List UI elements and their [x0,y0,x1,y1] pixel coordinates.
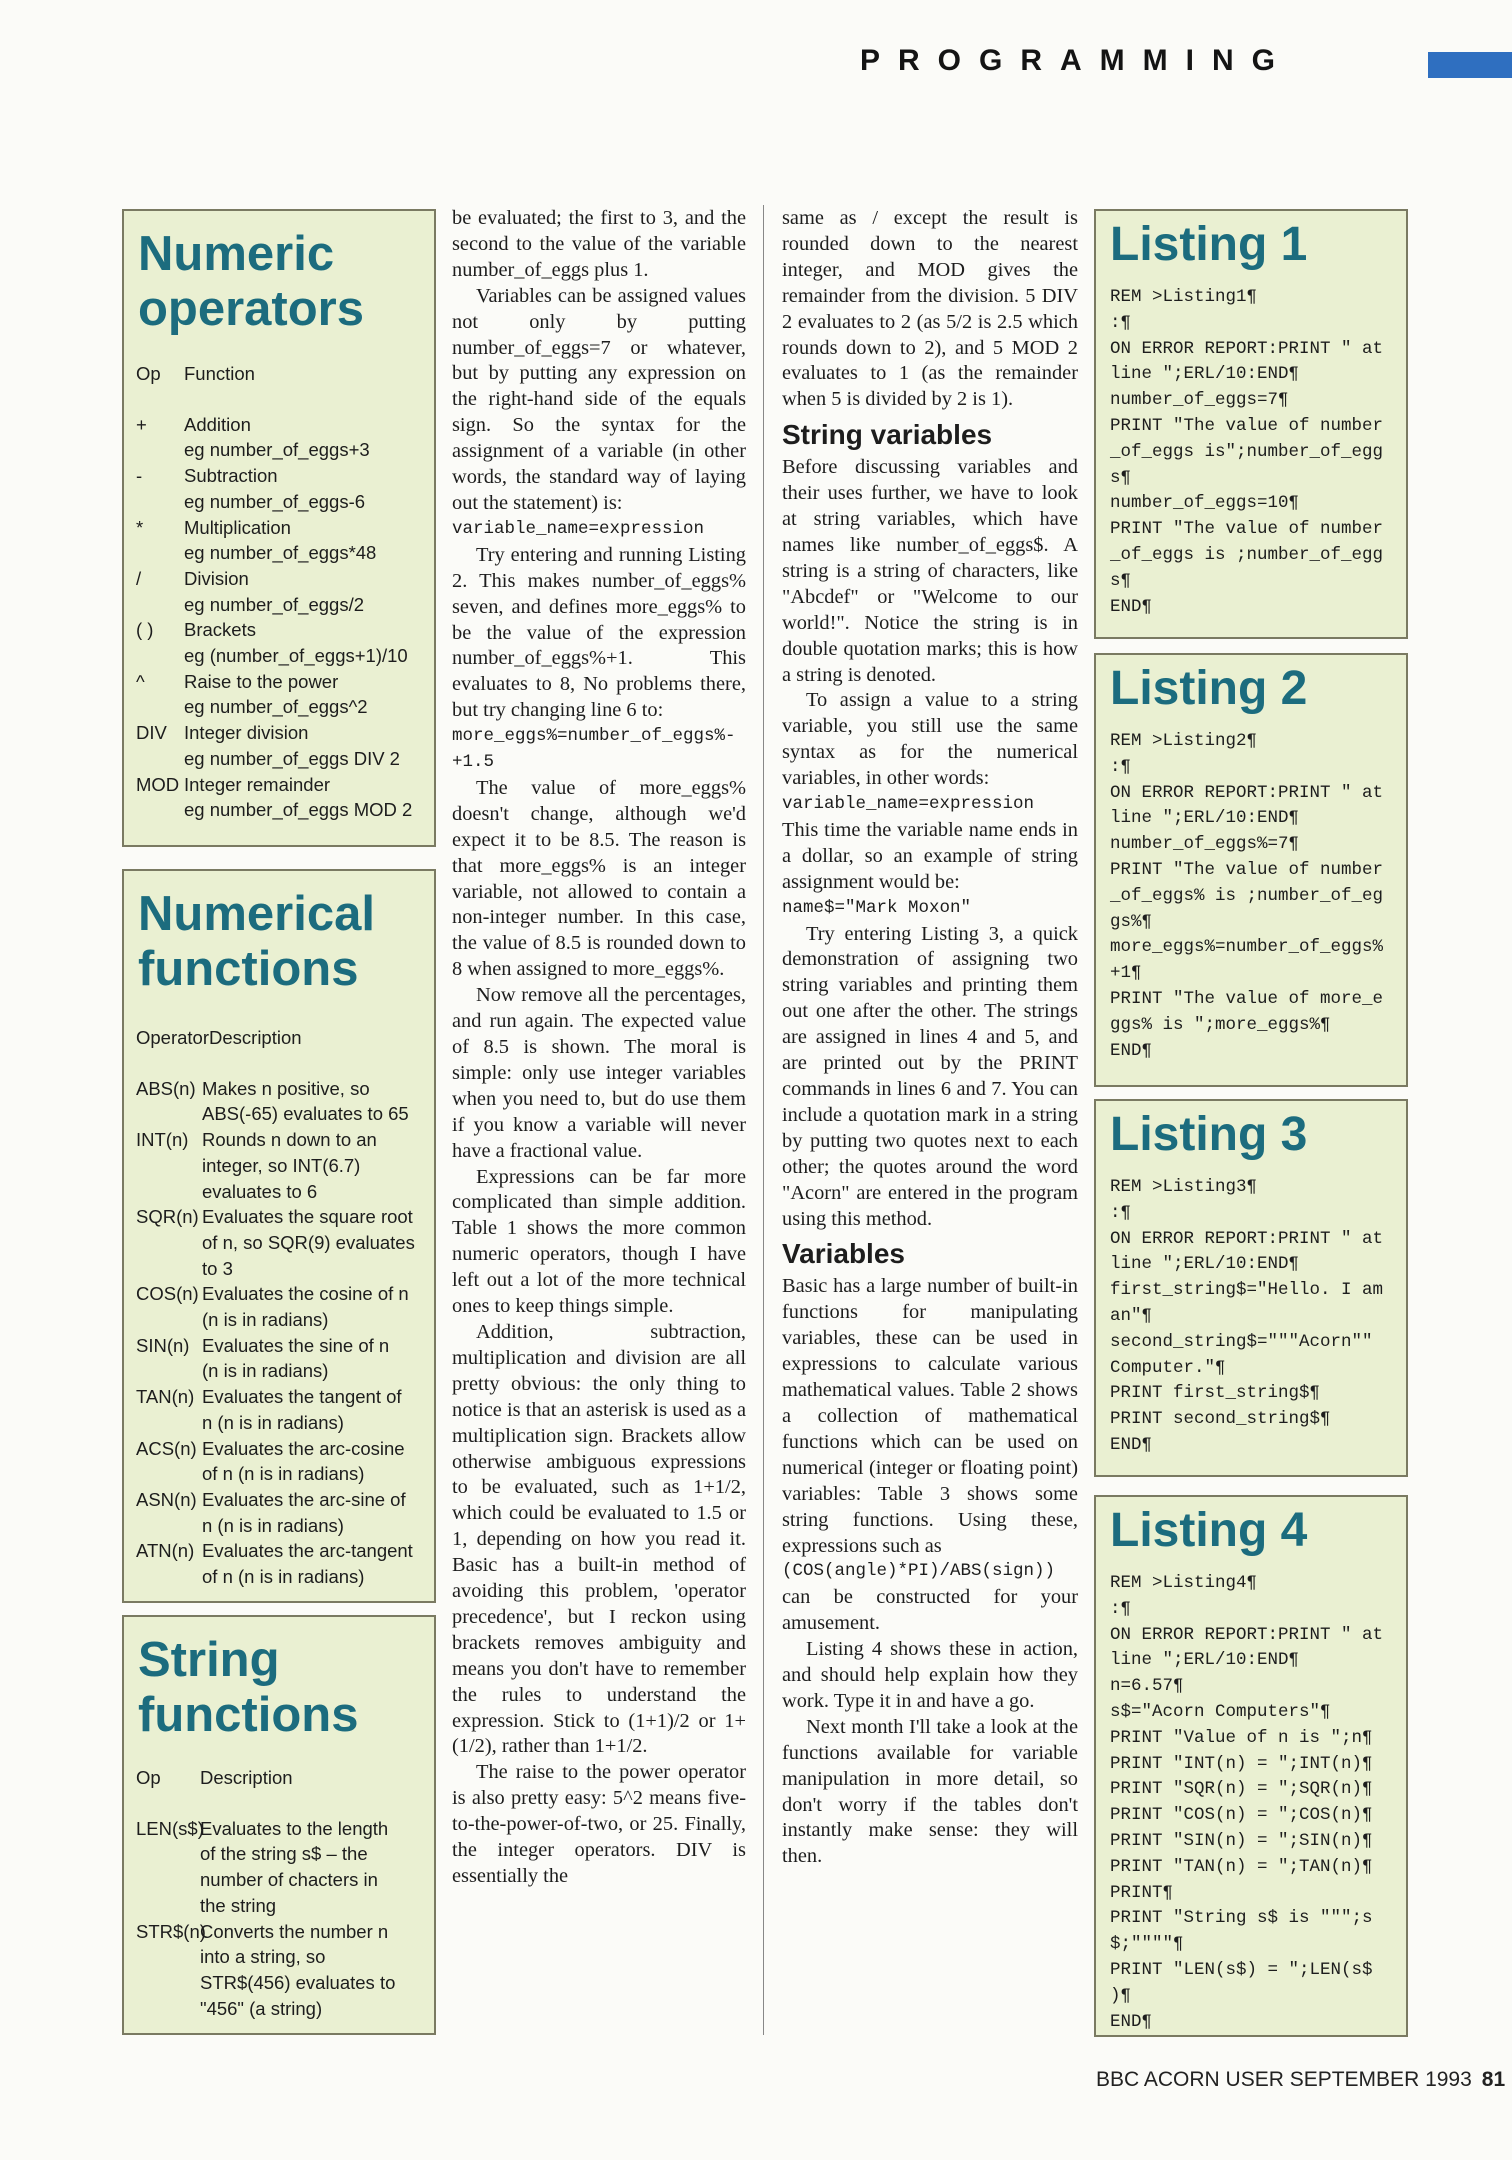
description-cell [202,1127,424,1204]
operator-cell [136,694,184,720]
code-line: name$="Mark Moxon" [782,897,972,918]
section-header: PROGRAMMING [860,44,1293,77]
operator-cell: MOD [136,773,180,795]
description-line: of n (n is in radians) [202,1463,365,1485]
listing-title: Listing 3 [1110,1108,1308,1161]
operator-cell: / [136,567,142,589]
subheading: Variables [782,1238,905,1270]
description-line: Converts the number n [200,1920,389,1942]
table-title: String functions [138,1633,359,1742]
listing-code: REM >Listing1¶ :¶ ON ERROR REPORT:PRINT " at line ";ERL/10:END¶ number_of_eggs=7¶ PRINT "The value of number _of_eggs is";number_of_egg s¶ number_of_eggs=10¶ PRINT "The value of number _of_eggs is ;number_of_egg s¶ END¶ [1110,287,1384,617]
table-row [136,1281,424,1332]
table-header: Op Function [136,363,255,384]
function-cell: Addition [184,413,251,435]
table-row [136,463,424,489]
header-accent-bar [1428,52,1512,78]
operator-cell [136,797,184,823]
operator-cell: * [136,516,144,538]
operator-cell: INT(n) [136,1129,189,1151]
function-cell: Integer remainder [184,773,331,795]
description-cell [200,1919,424,2022]
description-cell [202,1076,424,1127]
description-line: of n (n is in radians) [202,1566,365,1588]
operator-cell: ACS(n) [136,1437,197,1459]
operator-cell: - [136,465,143,487]
operator-cell: ABS(n) [136,1077,196,1099]
numerical-functions-table [122,869,436,1603]
listing-title: Listing 1 [1110,218,1308,271]
operator-cell: SQR(n) [136,1206,199,1228]
paragraph: be evaluated; the first to 3, and the second to the value of the variable number_of_eggs plus 1. [452,207,746,281]
listing-title: Listing 2 [1110,662,1308,715]
description-line: n (n is in radians) [202,1411,344,1433]
paragraph: can be constructed for your amusement. [782,1586,1078,1635]
function-cell: Integer division [184,722,309,744]
paragraph: Try entering and running Listing 2. This makes number_of_eggs% seven, and defines more_eggs% to be the value of the expression number_of_eggs%+1. This evaluates to 8, No problems there, but try changing line 6 to: [452,543,746,722]
table-row [136,566,424,592]
operator-cell: + [136,413,147,435]
table-row [136,1384,424,1435]
description-line: number of chacters in [200,1869,378,1891]
page-number: 81 [1481,2068,1506,2091]
paragraph: Expressions can be far more complicated than simple addition. Table 1 shows the more common numeric operators, though I have left out a lot of the more technical ones to keep things simple. [452,1165,746,1318]
description-line: Makes n positive, so [202,1077,370,1099]
operator-cell: ( ) [136,619,154,641]
operator-cell: ^ [136,670,145,692]
listing-4 [1094,1495,1408,2037]
description-line: Evaluates the arc-sine of [202,1488,406,1510]
paragraph: Addition, subtraction, multiplication and division are all pretty obvious: the only thing to notice is that an asterisk is used as a multiplication sign. Brackets allow otherwise ambiguous expressions to be evaluated, such as 1+1/2, which could be evaluated to 1.5 or 1, depending on how you read it. Basic has a built-in method of avoiding this problem, 'operator precedence', but I reckon using brackets removes ambiguity and means you don't have to remember the rules to understand the expression. Stick to (1+1)/2 or 1+(1/2), rather than 1+1/2. [452,1320,746,1758]
operator-cell: ATN(n) [136,1540,195,1562]
paragraph: The raise to the power operator is also pretty easy: 5^2 means five-to-the-power-of-two, or 25. Finally, the integer operators. DIV is essentially the [452,1761,746,1887]
table-row [136,1127,424,1204]
operator-cell [136,592,184,618]
paragraph: Listing 4 shows these in action, and should help explain how they work. Type it in and have a go. [782,1638,1078,1712]
paragraph: Before discussing variables and their uses further, we have to look at string variables, which have names like number_of_eggs$. A string is a string of characters, like "Abcdef" or "Welcome to our world!". Notice the string is in double quotation marks; this is how a string is denoted. [782,456,1078,686]
paragraph: Basic has a large number of built-in functions for manipulating variables, these can be used in expressions to calculate various mathematical values. Table 2 shows a collection of mathematical functions which can be used on numerical (integer or floating point) variables: Table 3 shows some string functions. Using these, expressions such as [782,1275,1078,1557]
table-row [136,797,424,823]
paragraph: Next month I'll take a look at the functions available for variable manipulation in more detail, so don't worry if the tables don't instantly make sense: they will then. [782,1715,1078,1868]
description-line: "456" (a string) [200,1997,323,2019]
description-line: ABS(-65) evaluates to 65 [202,1103,409,1125]
listing-2 [1094,653,1408,1087]
table-row [136,1919,424,2022]
description-line: n (n is in radians) [202,1514,344,1536]
table-row [136,746,424,772]
article-column-2 [782,206,1078,1870]
operator-cell: SIN(n) [136,1334,190,1356]
listing-title: Listing 4 [1110,1504,1308,1557]
paragraph: same as / except the result is rounded down to the nearest integer, and MOD gives the remainder from the division. 5 DIV 2 evaluates to 2 (as 5/2 is 2.5 which rounds down to 2), and 5 MOD 2 evaluates to 1 (as the remainder when 5 is divided by 2 is 1). [782,207,1078,411]
table-row [136,412,424,438]
description-cell [202,1538,424,1589]
description-line: Evaluates to the length [200,1817,389,1839]
magazine-issue: BBC ACORN USER SEPTEMBER 1993 [1096,2068,1472,2091]
listing-code: REM >Listing4¶ :¶ ON ERROR REPORT:PRINT " at line ";ERL/10:END¶ n=6.57¶ s$="Acorn Computers"¶ PRINT "Value of n is ";n¶ PRINT "INT(n) = ";INT(n)¶ PRINT "SQR(n) = ";SQR(n)¶ PRINT "COS(n) = ";COS(n)¶ PRINT "SIN(n) = ";SIN(n)¶ PRINT "TAN(n) = ";TAN(n)¶ PRINT¶ PRINT "String s$ is """;s $;""""¶ PRINT "LEN(s$) = ";LEN(s$ )¶ END¶ [1110,1573,1384,2032]
table-row [136,437,424,463]
description-line: of the string s$ – the [200,1843,368,1865]
table-row [136,1487,424,1538]
operator-cell [136,746,184,772]
description-line: Evaluates the tangent of [202,1386,402,1408]
table-row [136,1538,424,1589]
table-header: OperatorDescription [136,1027,302,1048]
description-cell [202,1204,424,1281]
function-cell: Division [184,567,249,589]
function-cell: eg number_of_eggs MOD 2 [184,799,413,821]
operator-cell [136,643,184,669]
table-row [136,1436,424,1487]
function-cell: Subtraction [184,465,278,487]
description-cell [202,1333,424,1384]
function-cell: eg number_of_eggs^2 [184,696,368,718]
operator-cell: ASN(n) [136,1488,197,1510]
description-line: Evaluates the sine of n [202,1334,390,1356]
column-divider [763,205,764,2035]
table-row [136,1076,424,1127]
operator-cell: STR$(n) [136,1920,206,1942]
subheading: String variables [782,419,993,451]
listing-code: REM >Listing3¶ :¶ ON ERROR REPORT:PRINT " at line ";ERL/10:END¶ first_string$="Hello. I am an"¶ second_string$="""Acorn"" Computer."¶ PRINT first_string$¶ PRINT second_string$¶ END¶ [1110,1177,1384,1455]
description-line: Evaluates the arc-cosine [202,1437,405,1459]
operator-cell [136,437,184,463]
paragraph: This time the variable name ends in a dollar, so an example of string assignment would be: [782,818,1078,893]
description-line: Evaluates the cosine of n [202,1283,409,1305]
table-row [136,669,424,695]
table-row [136,1816,424,1919]
description-cell [200,1816,424,1919]
description-line: into a string, so [200,1946,326,1968]
numeric-operators-table [122,209,436,847]
function-cell: Raise to the power [184,670,339,692]
code-line: (COS(angle)*PI)/ABS(sign)) [782,1561,1056,1582]
description-line: integer, so INT(6.7) [202,1154,361,1176]
operator-cell [136,489,184,515]
description-cell [202,1384,424,1435]
table-row [136,489,424,515]
paragraph: Now remove all the percentages, and run again. The expected value of 8.5 is shown. The moral is simple: only use integer variables when you need to, but do use them if you know a variable will never have a fractional value. [452,984,746,1162]
table-body [136,1076,424,1590]
operator-cell [136,540,184,566]
description-line: Evaluates the arc-tangent [202,1540,413,1562]
function-cell: eg (number_of_eggs+1)/10 [184,645,408,667]
description-line: of n, so SQR(9) evaluates [202,1231,415,1253]
page-footer [1096,2068,1505,2092]
description-cell [202,1436,424,1487]
listing-1 [1094,209,1408,639]
description-line: evaluates to 6 [202,1180,318,1202]
code-line: more_eggs%=number_of_eggs%- +1.5 [452,726,736,773]
operator-cell: TAN(n) [136,1386,195,1408]
article-column-1 [452,206,746,1890]
function-cell: eg number_of_eggs*48 [184,542,377,564]
description-line: (n is in radians) [202,1309,329,1331]
listing-3 [1094,1099,1408,1477]
table-row [136,617,424,643]
table-row [136,772,424,798]
table-title: Numerical functions [138,887,375,996]
paragraph: To assign a value to a string variable, you still use the same syntax as for the numerical variables, in other words: [782,689,1078,790]
table-row [136,1333,424,1384]
function-cell: Multiplication [184,516,291,538]
paragraph: The value of more_eggs% doesn't change, although we'd expect it to be 8.5. The reason is that more_eggs% is an integer variable, not allowed to contain a non-integer number. In this case, the value of 8.5 is rounded down to 8 when assigned to more_eggs%. [452,776,746,981]
operator-cell: DIV [136,722,167,744]
function-cell: eg number_of_eggs-6 [184,490,366,512]
function-cell: eg number_of_eggs+3 [184,439,370,461]
paragraph: Variables can be assigned values not only by putting number_of_eggs=7 or whatever, but by putting any expression on the right-hand side of the equals sign. So the syntax for the assignment of a variable (in other words, the standard way of laying out the statement) is: [452,284,746,514]
table-row [136,540,424,566]
table-body [136,412,424,823]
description-line: to 3 [202,1257,233,1279]
table-header: Op Description [136,1767,293,1788]
description-line: STR$(456) evaluates to [200,1971,396,1993]
table-row [136,694,424,720]
function-cell: eg number_of_eggs/2 [184,593,364,615]
string-functions-table [122,1615,436,2035]
paragraph: Try entering Listing 3, a quick demonstration of assigning two string variables and printing them out one after the other. The strings are assigned in lines 4 and 5, and are printed out by the PRINT commands in lines 6 and 7. You can include a quotation mark in a string by putting two quotes next to each other; the quotes around the word "Acorn" are entered in the program using this method. [782,922,1078,1230]
operator-cell: COS(n) [136,1283,199,1305]
table-row [136,515,424,541]
code-line: variable_name=expression [452,518,705,539]
description-cell [202,1281,424,1332]
function-cell: Brackets [184,619,256,641]
description-line: Evaluates the square root [202,1206,413,1228]
description-line: the string [200,1894,277,1916]
table-row [136,592,424,618]
table-row [136,1204,424,1281]
code-line: variable_name=expression [782,794,1035,815]
description-cell [202,1487,424,1538]
table-row [136,643,424,669]
function-cell: eg number_of_eggs DIV 2 [184,747,400,769]
description-line: (n is in radians) [202,1360,329,1382]
table-title: Numeric operators [138,227,365,336]
operator-cell: LEN(s$) [136,1817,204,1839]
table-body [136,1816,424,2022]
description-line: Rounds n down to an [202,1129,377,1151]
listing-code: REM >Listing2¶ :¶ ON ERROR REPORT:PRINT " at line ";ERL/10:END¶ number_of_eggs%=7¶ PRINT "The value of number _of_eggs% is ;number_of_eg gs%¶ more_eggs%=number_of_eggs% +1¶ PRINT "The value of more_e ggs% is ";more_eggs%¶ END¶ [1110,731,1384,1061]
table-row [136,720,424,746]
